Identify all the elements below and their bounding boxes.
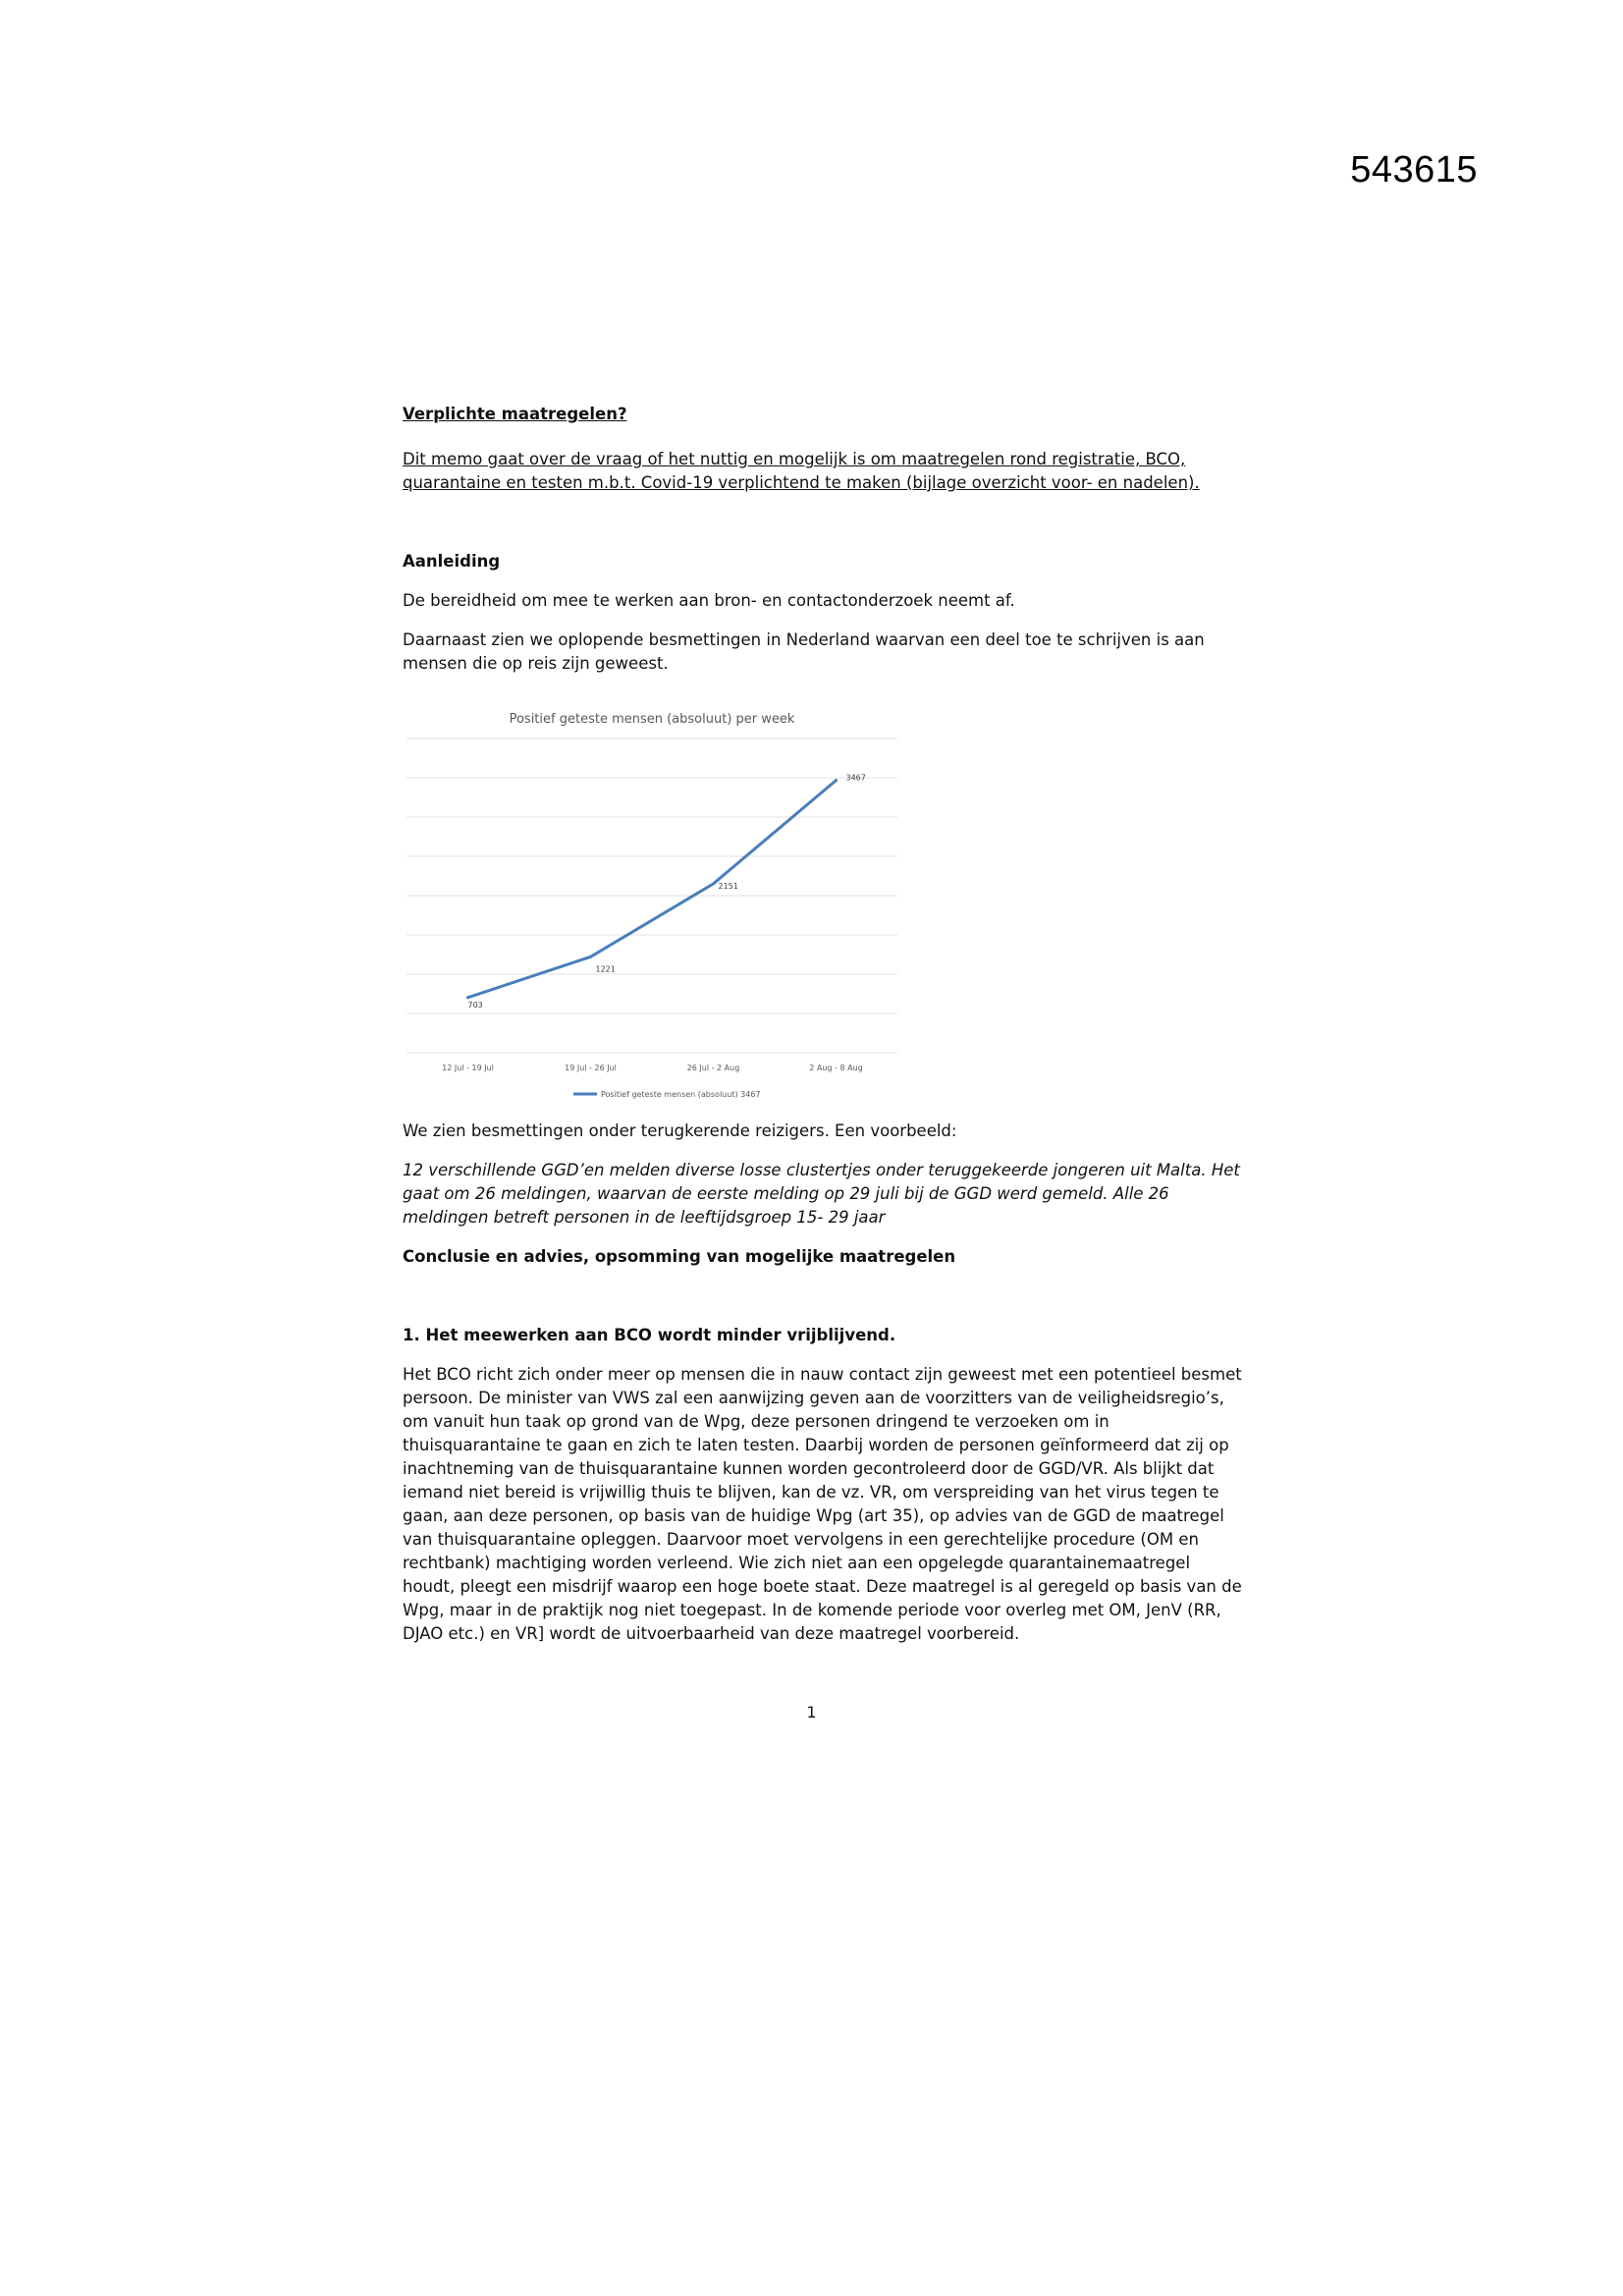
- data-point: [466, 996, 469, 999]
- data-label: 2151: [718, 881, 738, 891]
- chart-background: [397, 701, 907, 1114]
- document-id-number: 543615: [1350, 149, 1478, 191]
- chart-legend: [573, 1090, 760, 1099]
- data-label: 3467: [845, 773, 866, 783]
- chart-title: Positief geteste mensen (absoluut) per week: [509, 712, 795, 727]
- memo-title: Verplichte maatregelen?: [403, 405, 627, 423]
- aanleiding-heading: Aanleiding: [403, 552, 501, 571]
- aanleiding-paragraph-1: De bereidheid om mee te werken aan bron- en contactonderzoek neemt af.: [403, 591, 1015, 610]
- section-1-body: Het BCO richt zich onder meer op mensen die in nauw contact zijn geweest met een potentieel besmet persoon. De minister van VWS zal een aanwijzing geven aan de voorzitters van de veiligheidsregio’s, om vanuit hun taak op grond van de Wpg, deze personen dringend te verzoeken om in thuisquarantaine te gaan en zich te laten testen. Daarbij worden de personen geïnformeerd dat zij op inachtneming van de thuisquarantaine kunnen worden gecontroleerd door de GGD/VR. Als blijkt dat iemand niet bereid is vrijwillig thuis te blijven, kan de vz. VR, om verspreiding van het virus tegen te gaan, aan deze personen, op basis van de huidige Wpg (art 35), op advies van de GGD de maatregel van thuisquarantaine opleggen. Daarvoor moet vervolgens in een gerechtelijke procedure (OM en rechtbank) machtiging worden verleend. Wie zich niet aan een opgelegde quarantainemaatregel houdt, pleegt een misdrijf waarop een hoge boete staat. Deze maatregel is al geregeld op basis van de Wpg, maar in de praktijk nog niet toegepast. In de komende periode voor overleg met OM, JenV (RR, DJAO etc.) en VR] wordt de uitvoerbaarheid van deze maatregel voorbereid.: [403, 1365, 1242, 1643]
- memo-intro: Dit memo gaat over de vraag of het nuttig en mogelijk is om maatregelen rond registratie, BCO, quarantaine en testen m.b.t. Covid-19 verplichtend te maken (bijlage overzicht voor- en nadelen).: [403, 450, 1200, 492]
- line-chart: [397, 701, 907, 1114]
- legend-label: Positief geteste mensen (absoluut) 3467: [601, 1090, 761, 1099]
- x-tick-label: 19 Jul - 26 Jul: [565, 1064, 617, 1072]
- chart-svg: [397, 701, 907, 1114]
- data-point: [712, 882, 715, 885]
- data-label: 703: [467, 1000, 483, 1010]
- memo-content: [403, 403, 1245, 1646]
- x-tick-label: 2 Aug - 8 Aug: [809, 1064, 863, 1072]
- data-point: [835, 779, 838, 782]
- aanleiding-paragraph-2: Daarnaast zien we oplopende besmettingen in Nederland waarvan een deel toe te schrijven is aan mensen die op reis zijn geweest.: [403, 630, 1205, 673]
- data-point: [589, 956, 592, 958]
- x-tick-label: 12 Jul - 19 Jul: [442, 1064, 494, 1072]
- conclusion-heading: Conclusie en advies, opsomming van mogelijke maatregelen: [403, 1247, 956, 1266]
- after-chart-paragraph: We zien besmettingen onder terugkerende reizigers. Een voorbeeld:: [403, 1121, 957, 1140]
- example-paragraph: 12 verschillende GGD’en melden diverse losse clustertjes onder teruggekeerde jongeren uit Malta. Het gaat om 26 meldingen, waarvan de eerste melding op 29 juli bij de GGD werd gemeld. Alle 26 meldingen betreft personen in de leeftijdsgroep 15- 29 jaar: [403, 1161, 1240, 1227]
- data-label: 1221: [595, 964, 616, 974]
- section-1-heading: 1. Het meewerken aan BCO wordt minder vrijblijvend.: [403, 1326, 896, 1344]
- x-tick-label: 26 Jul - 2 Aug: [686, 1064, 740, 1072]
- page-number: 1: [806, 1703, 817, 1722]
